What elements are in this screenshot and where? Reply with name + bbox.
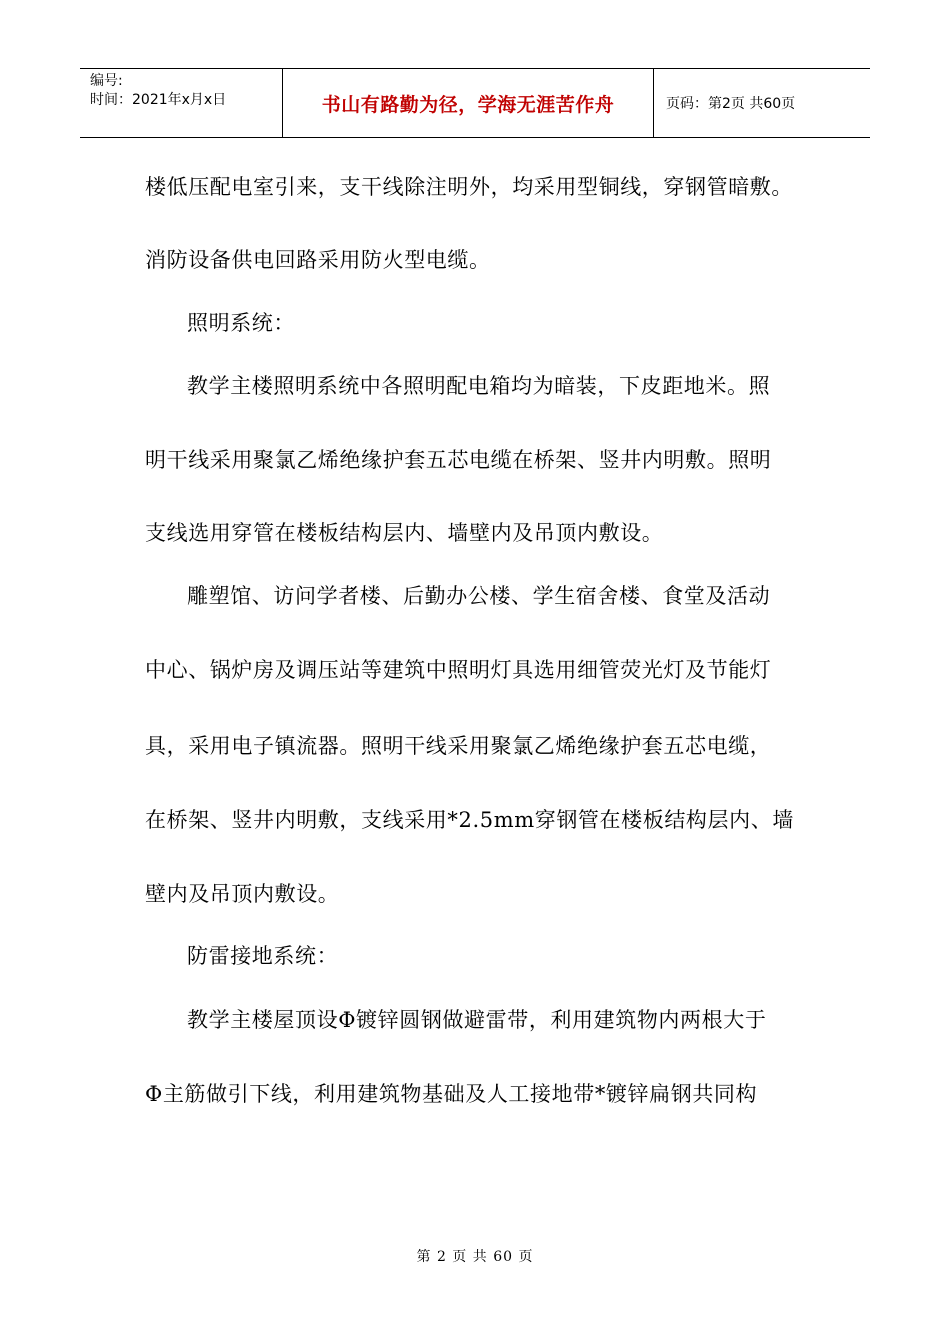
section-heading: 照明系统：	[187, 311, 295, 335]
body-line: 支线选用穿管在楼板结构层内、墙壁内及吊顶内敷设。	[145, 521, 664, 545]
body-line: 教学主楼照明系统中各照明配电箱均为暗装，下皮距地米。照	[187, 374, 771, 398]
body-line: 中心、锅炉房及调压站等建筑中照明灯具选用细管荧光灯及节能灯	[145, 658, 772, 682]
body-line: 壁内及吊顶内敷设。	[145, 882, 340, 906]
body-line: 楼低压配电室引来，支干线除注明外，均采用型铜线，穿钢管暗敷。	[145, 175, 793, 199]
header-motto: 书山有路勤为径，学海无涯苦作舟	[282, 69, 654, 137]
body-line: 教学主楼屋顶设Φ镀锌圆钢做避雷带，利用建筑物内两根大于	[187, 1008, 767, 1032]
header-page-info: 页码：第2页 共60页	[666, 96, 796, 112]
page-footer: 第 2 页 共 60 页	[416, 1249, 534, 1265]
document-number-label: 编号:	[90, 73, 123, 89]
body-line: Φ主筋做引下线，利用建筑物基础及人工接地带*镀锌扁钢共同构	[145, 1082, 758, 1106]
section-heading: 防雷接地系统：	[187, 944, 339, 968]
body-line: 消防设备供电回路采用防火型电缆。	[145, 248, 491, 272]
document-time-label: 时间：2021年x月x日	[90, 92, 227, 108]
body-line: 具，采用电子镇流器。照明干线采用聚氯乙烯绝缘护套五芯电缆，	[145, 734, 772, 758]
body-line: 雕塑馆、访问学者楼、后勤办公楼、学生宿舍楼、食堂及活动	[187, 584, 771, 608]
header-meta	[80, 69, 282, 137]
body-line: 明干线采用聚氯乙烯绝缘护套五芯电缆在桥架、竖井内明敷。照明	[145, 448, 772, 472]
page-header	[80, 68, 870, 138]
body-line: 在桥架、竖井内明敷，支线采用*2.5mm穿钢管在楼板结构层内、墙	[145, 808, 794, 832]
